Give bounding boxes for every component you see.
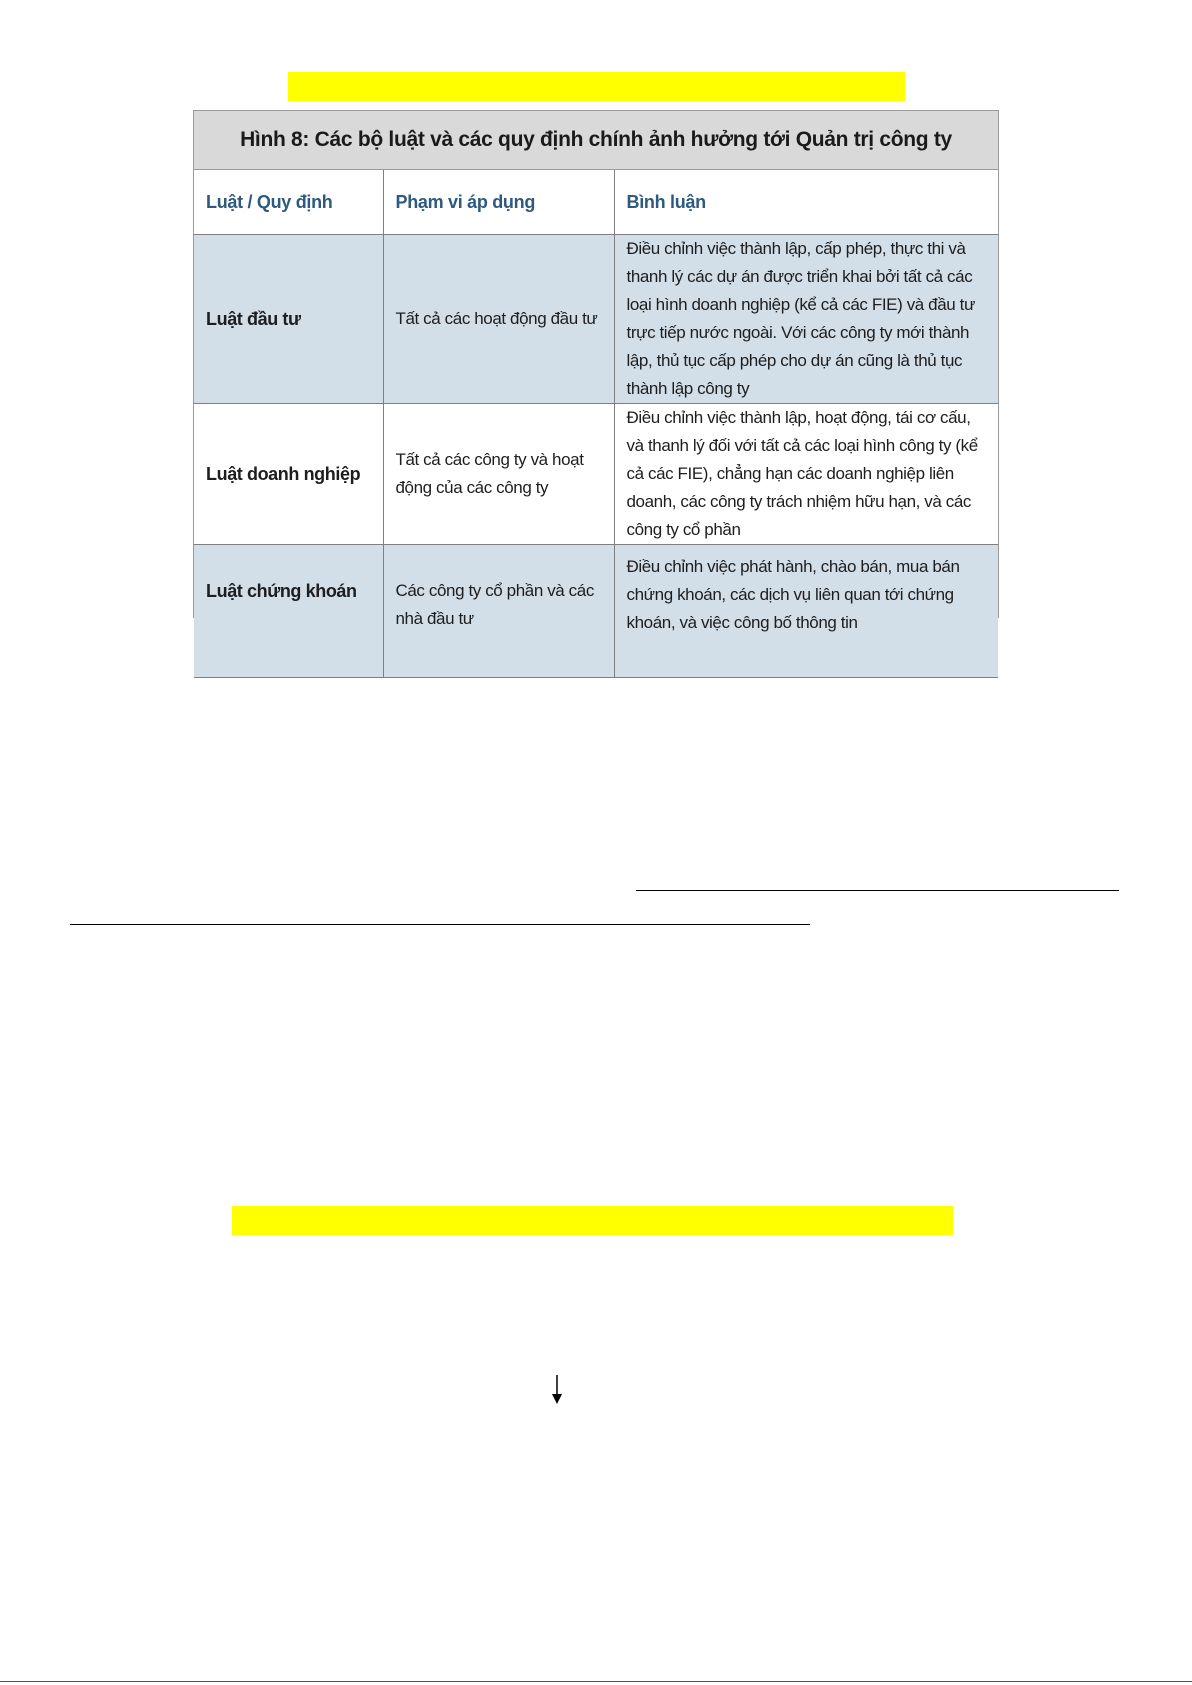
highlight-bar-bottom bbox=[232, 1206, 953, 1235]
arrow-down-icon bbox=[551, 1375, 563, 1405]
law-comment: Điều chỉnh việc thành lập, cấp phép, thực thi và thanh lý các dự án được triển khai bởi tất cả các loại hình doanh nghiệp (kể cả các FIE) và đầu tư trực tiếp nước ngoài. Với các công ty mới thành lập, thủ tục cấp phép cho dự án cũng là thủ tục thành lập công ty bbox=[614, 235, 998, 404]
law-scope: Tất cả các công ty và hoạt động của các công ty bbox=[383, 404, 614, 545]
highlight-bar-top bbox=[288, 72, 905, 101]
law-table bbox=[194, 170, 998, 678]
law-scope: Tất cả các hoạt động đầu tư bbox=[383, 235, 614, 404]
law-scope: Các công ty cổ phần và các nhà đầu tư bbox=[383, 545, 614, 678]
law-comment: Điều chỉnh việc phát hành, chào bán, mua bán chứng khoán, các dịch vụ liên quan tới chứng khoán, và việc công bố thông tin bbox=[614, 545, 998, 678]
column-header-law: Luật / Quy định bbox=[194, 170, 383, 235]
table-row bbox=[194, 545, 998, 678]
law-name: Luật chứng khoán bbox=[194, 545, 383, 678]
law-name: Luật doanh nghiệp bbox=[194, 404, 383, 545]
figure-title: Hình 8: Các bộ luật và các quy định chính ảnh hưởng tới Quản trị công ty bbox=[194, 111, 998, 170]
table-row bbox=[194, 404, 998, 545]
law-name: Luật đầu tư bbox=[194, 235, 383, 404]
column-header-comment: Bình luận bbox=[614, 170, 998, 235]
figure-table bbox=[193, 110, 999, 632]
law-comment: Điều chỉnh việc thành lập, hoạt động, tái cơ cấu, và thanh lý đối với tất cả các loại hình công ty (kể cả các FIE), chẳng hạn các doanh nghiệp liên doanh, các công ty trách nhiệm hữu hạn, và các công ty cổ phần bbox=[614, 404, 998, 545]
table-row bbox=[194, 235, 998, 404]
column-header-scope: Phạm vi áp dụng bbox=[383, 170, 614, 235]
table-header-row bbox=[194, 170, 998, 235]
underline-rule bbox=[636, 890, 1119, 891]
underline-rule bbox=[70, 924, 810, 925]
footer-rule bbox=[0, 1681, 1192, 1682]
